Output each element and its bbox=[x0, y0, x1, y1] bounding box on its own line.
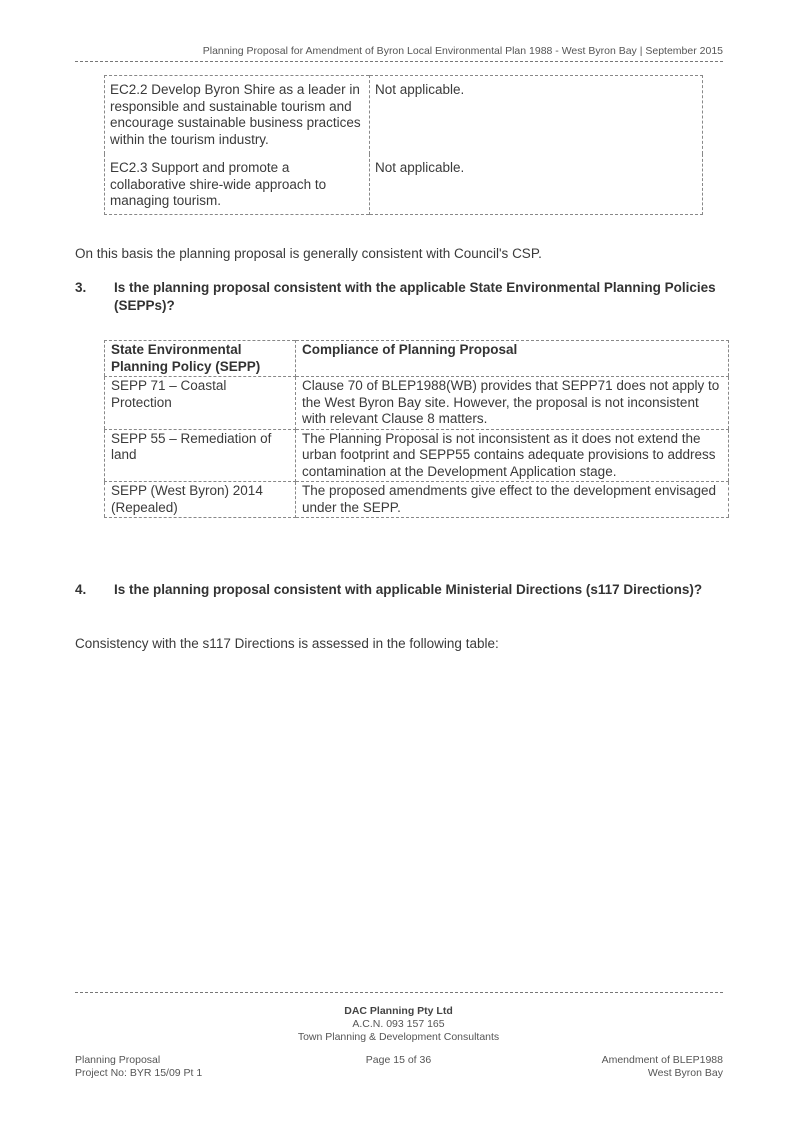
footer-company: DAC Planning Pty Ltd bbox=[344, 1005, 453, 1017]
footer-right bbox=[602, 1054, 723, 1080]
table-row bbox=[105, 154, 703, 214]
sepp-table bbox=[104, 340, 729, 518]
footer-location: West Byron Bay bbox=[647, 1067, 723, 1079]
sepp-compliance-cell: The proposed amendments give effect to the development envisaged under the SEPP. bbox=[296, 482, 729, 518]
question-4-heading bbox=[75, 581, 735, 599]
question-text: Is the planning proposal consistent with applicable Ministerial Directions (s117 Directions)? bbox=[114, 582, 703, 597]
csp-table bbox=[104, 75, 703, 215]
csp-comment-cell: Not applicable. bbox=[375, 82, 465, 97]
page-header: Planning Proposal for Amendment of Byron Local Environmental Plan 1988 - West Byron Bay | September 2015 bbox=[202, 45, 723, 57]
footer-doc-type: Planning Proposal bbox=[75, 1054, 161, 1066]
csp-comment-cell: Not applicable. bbox=[375, 160, 465, 175]
column-header-compliance: Compliance of Planning Proposal bbox=[296, 341, 729, 377]
header-divider bbox=[75, 61, 723, 62]
sepp-policy-cell: SEPP (West Byron) 2014 (Repealed) bbox=[105, 482, 296, 518]
footer-acn: A.C.N. 093 157 165 bbox=[352, 1018, 445, 1030]
question-text: Is the planning proposal consistent with the applicable State Environmental Planning Policies (SEPPs)? bbox=[114, 280, 716, 313]
csp-strategy-cell: EC2.2 Develop Byron Shire as a leader in responsible and sustainable tourism and encourage sustainable business practices within the tourism industry. bbox=[105, 76, 370, 155]
table-row bbox=[105, 76, 703, 155]
sepp-compliance-cell: Clause 70 of BLEP1988(WB) provides that SEPP71 does not apply to the West Byron Bay site. However, the proposal is not inconsistent with relevant Clause 8 matters. bbox=[296, 377, 729, 430]
footer-tagline: Town Planning & Development Consultants bbox=[297, 1031, 500, 1043]
sepp-policy-cell: SEPP 55 – Remediation of land bbox=[105, 429, 296, 482]
footer-divider bbox=[75, 992, 723, 993]
question-number: 4. bbox=[75, 582, 87, 597]
footer-page-number: Page 15 of 36 bbox=[365, 1054, 432, 1066]
question-3-heading bbox=[75, 279, 735, 315]
csp-conclusion: On this basis the planning proposal is generally consistent with Council's CSP. bbox=[75, 246, 542, 261]
column-header-policy: State Environmental Planning Policy (SEPP) bbox=[105, 341, 296, 377]
footer-amendment: Amendment of BLEP1988 bbox=[601, 1054, 723, 1066]
table-header-row bbox=[105, 341, 729, 377]
sepp-compliance-cell: The Planning Proposal is not inconsistent as it does not extend the urban footprint and SEPP55 contains adequate provisions to address contamination at the Development Application stage. bbox=[296, 429, 729, 482]
question-number: 3. bbox=[75, 280, 87, 295]
table-row bbox=[105, 429, 729, 482]
table-row bbox=[105, 377, 729, 430]
table-row bbox=[105, 482, 729, 518]
s117-intro: Consistency with the s117 Directions is assessed in the following table: bbox=[75, 636, 499, 651]
sepp-policy-cell: SEPP 71 – Coastal Protection bbox=[105, 377, 296, 430]
csp-strategy-cell: EC2.3 Support and promote a collaborative shire-wide approach to managing tourism. bbox=[105, 154, 370, 214]
footer-project-no: Project No: BYR 15/09 Pt 1 bbox=[75, 1067, 203, 1079]
